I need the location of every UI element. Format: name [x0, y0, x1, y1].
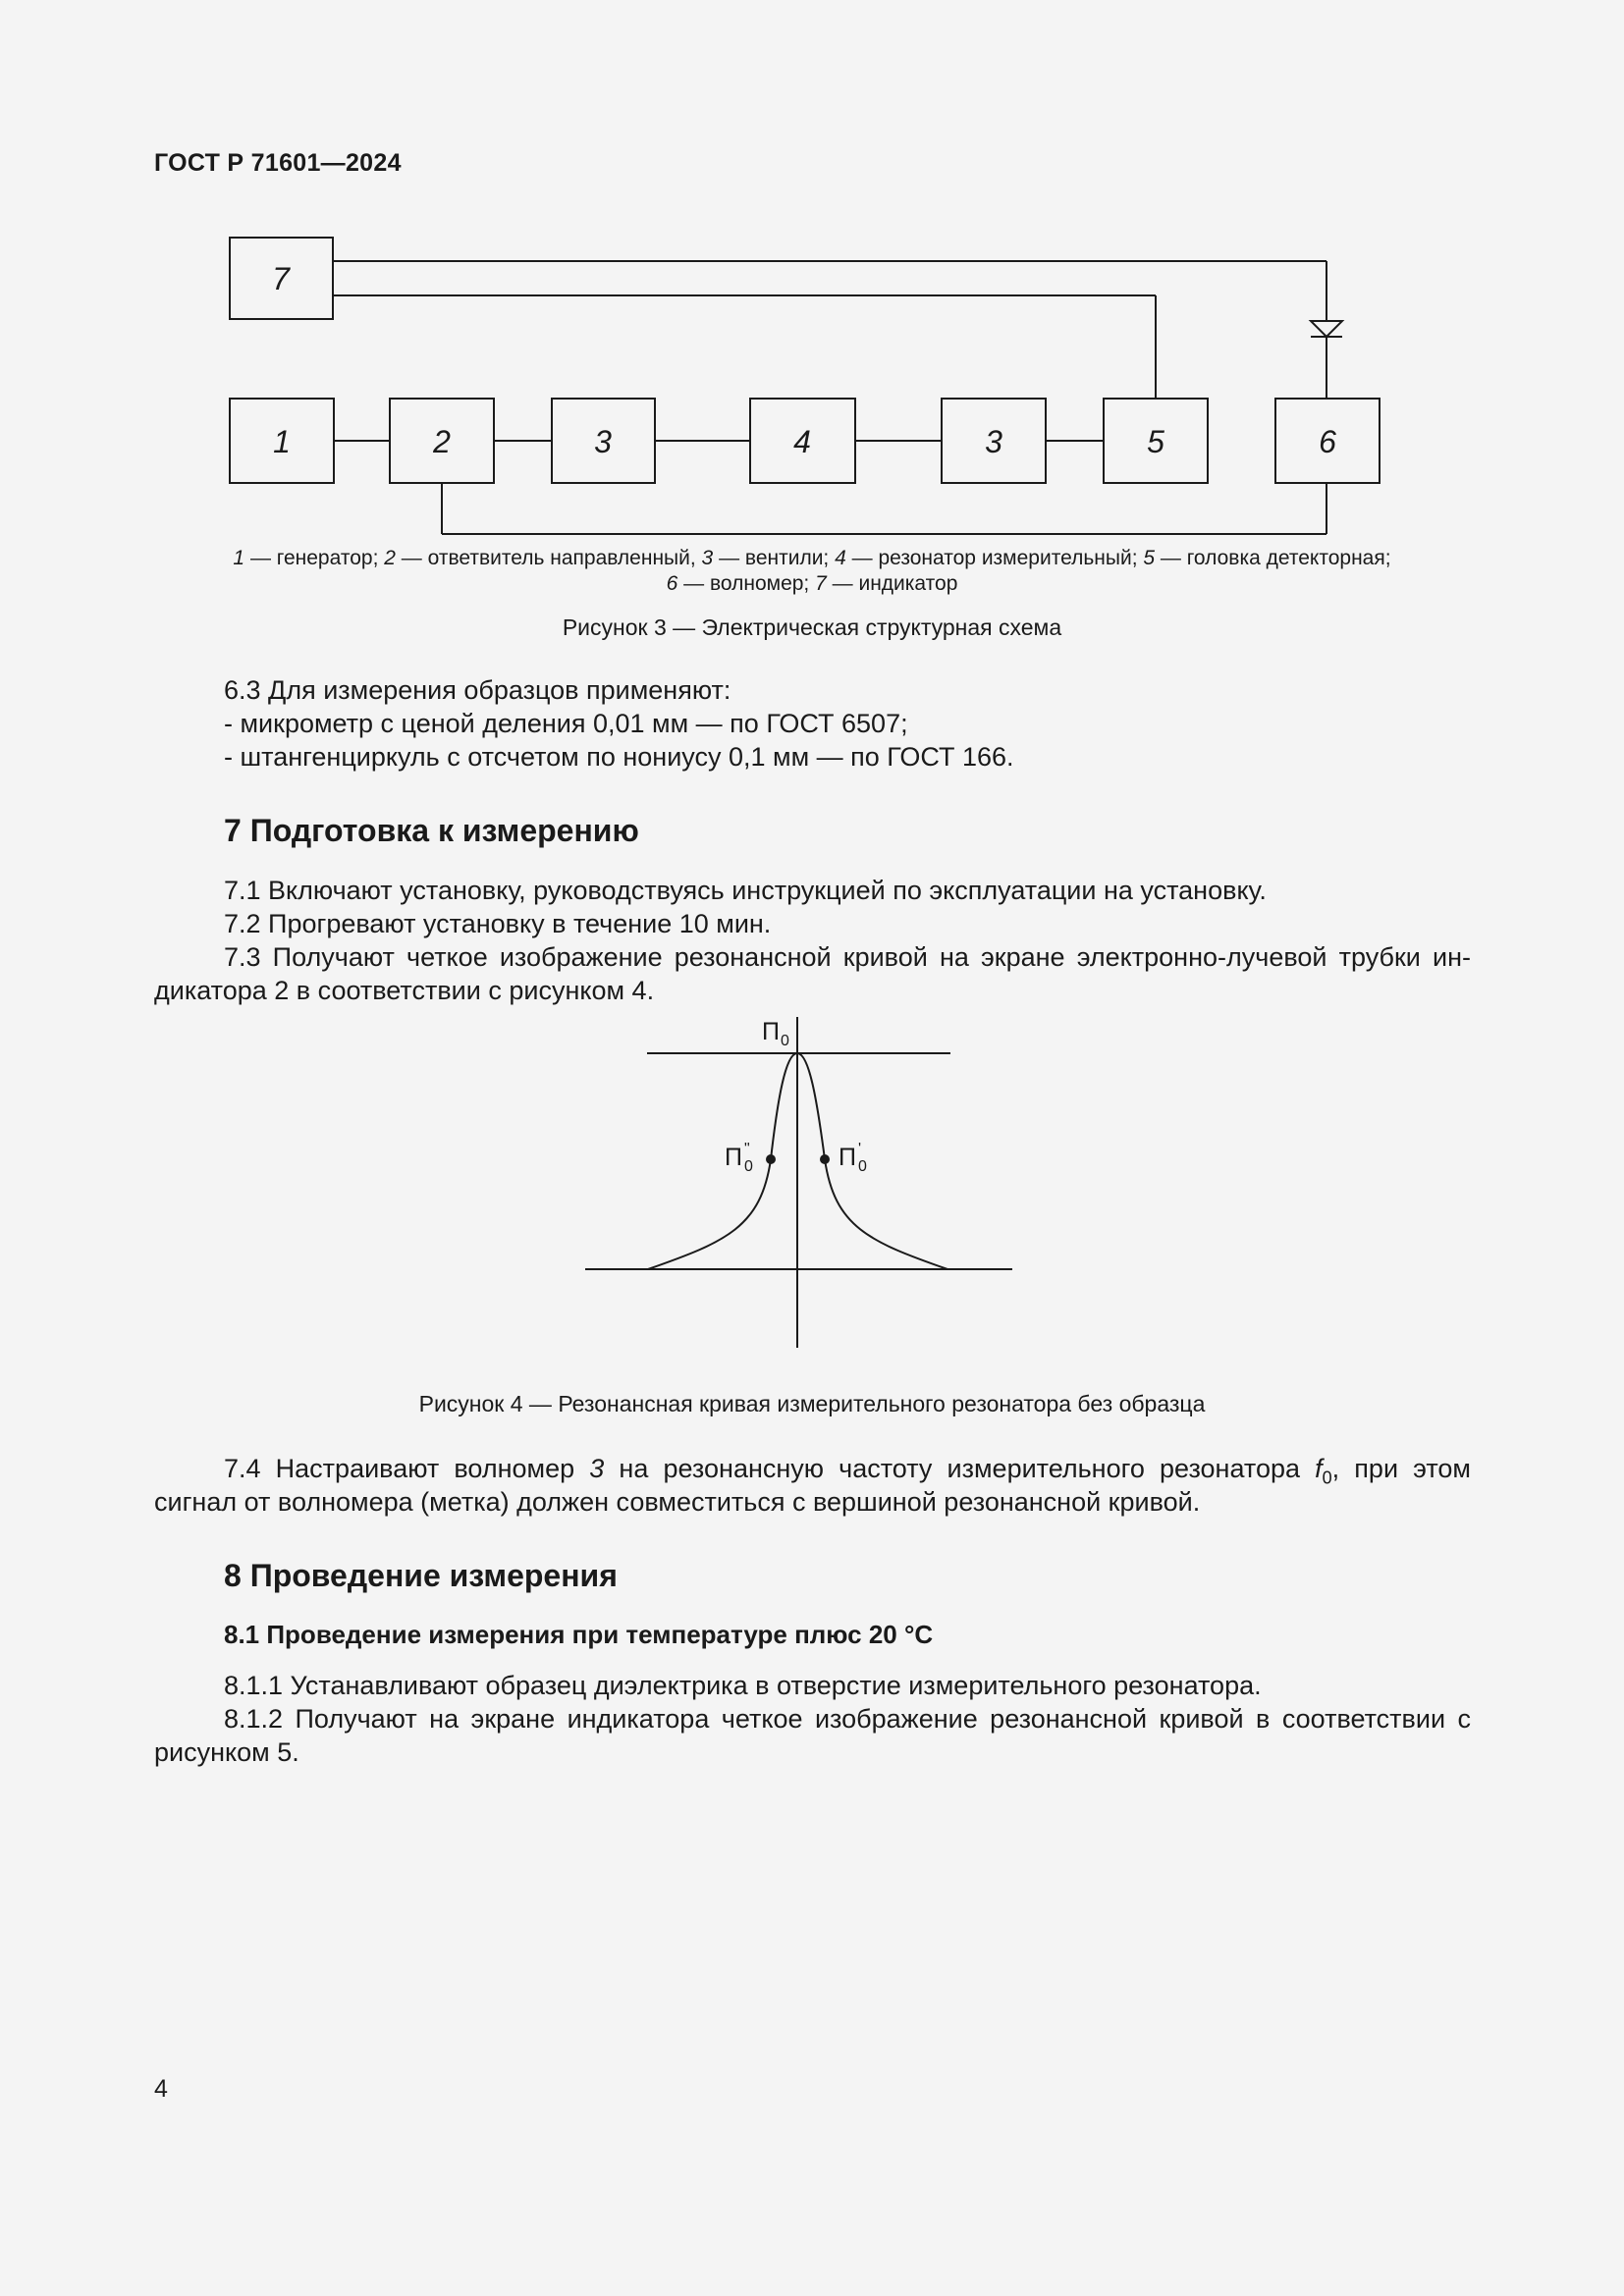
block-5-label: 5	[1147, 424, 1164, 459]
block-1-label: 1	[273, 424, 291, 459]
block-7-label: 7	[272, 261, 290, 296]
label-top-sub: 0	[781, 1033, 789, 1049]
figure3-legend-line1: 1 — генератор; 2 — ответвитель направленный, 3 — вентили; 4 — резонатор измерительный; 5 — головка детекторная;	[233, 547, 1391, 569]
p74-line1: 7.4 Настраивают волномер 3 на резонансную частоту измерительного резонатора $f_0$, при этом	[224, 1454, 1471, 1488]
label-left-P: П	[725, 1144, 742, 1171]
svg-text:': '	[858, 1141, 862, 1157]
p71: 7.1 Включают установку, руководствуясь инструкцией по эксплуатации на установку.	[224, 876, 1267, 905]
diode-icon	[1311, 321, 1342, 337]
document-header: ГОСТ Р 71601—2024	[154, 149, 402, 177]
p63-line1: 6.3 Для измерения образцов применяют:	[224, 675, 731, 705]
p74-line2: сигнал от волномера (метка) должен совместиться с вершиной резонансной кривой.	[154, 1487, 1201, 1517]
block-1	[230, 399, 334, 483]
p63-line2: - микрометр с ценой деления 0,01 мм — по ГОСТ 6507;	[224, 709, 908, 738]
block-6	[1275, 399, 1380, 483]
p811: 8.1.1 Устанавливают образец диэлектрика в отверстие измерительного резонатора.	[224, 1671, 1262, 1700]
block-2	[390, 399, 494, 483]
p73-line2: дикатора 2 в соответствии с рисунком 4.	[154, 976, 655, 1005]
block-3a-label: 3	[594, 424, 612, 459]
figure3-legend-line2: 6 — волномер; 7 — индикатор	[666, 572, 958, 595]
resonance-curve	[648, 1053, 947, 1269]
section7-title: 7 Подготовка к измерению	[224, 813, 639, 848]
point-left	[766, 1154, 776, 1164]
point-right	[820, 1154, 830, 1164]
block-5	[1104, 399, 1208, 483]
block-3b	[942, 399, 1046, 483]
figure4-caption: Рисунок 4 — Резонансная кривая измерительного резонатора без образца	[418, 1391, 1206, 1416]
block-2-label: 2	[433, 424, 451, 459]
block-4-label: 4	[793, 424, 811, 459]
svg-text:": "	[744, 1141, 750, 1157]
label-right-P: П	[839, 1144, 856, 1171]
figure3-caption: Рисунок 3 — Электрическая структурная схема	[562, 614, 1062, 640]
p812-line2: рисунком 5.	[154, 1737, 299, 1767]
block-6-label: 6	[1319, 424, 1336, 459]
block-3b-label: 3	[985, 424, 1002, 459]
page-number: 4	[154, 2075, 168, 2103]
block-4	[750, 399, 855, 483]
p812-line1: 8.1.2 Получают на экране индикатора четкое изображение резонансной кривой в соответствии с	[224, 1704, 1471, 1734]
label-left-sub: 0	[744, 1158, 753, 1175]
section8-title: 8 Проведение измерения	[224, 1558, 618, 1593]
p72: 7.2 Прогревают установку в течение 10 мин.	[224, 909, 772, 938]
subsection-8-1: 8.1 Проведение измерения при температуре плюс 20 °С	[224, 1620, 934, 1649]
block-3a	[552, 399, 655, 483]
p63-line3: - штангенциркуль с отсчетом по нониусу 0,1 мм — по ГОСТ 166.	[224, 742, 1014, 772]
label-top-P: П	[762, 1018, 780, 1045]
label-right-sub: 0	[858, 1158, 867, 1175]
block-7	[230, 238, 333, 319]
p73-line1: 7.3 Получают четкое изображение резонансной кривой на экране электронно-лучевой трубки ин-	[224, 942, 1471, 972]
